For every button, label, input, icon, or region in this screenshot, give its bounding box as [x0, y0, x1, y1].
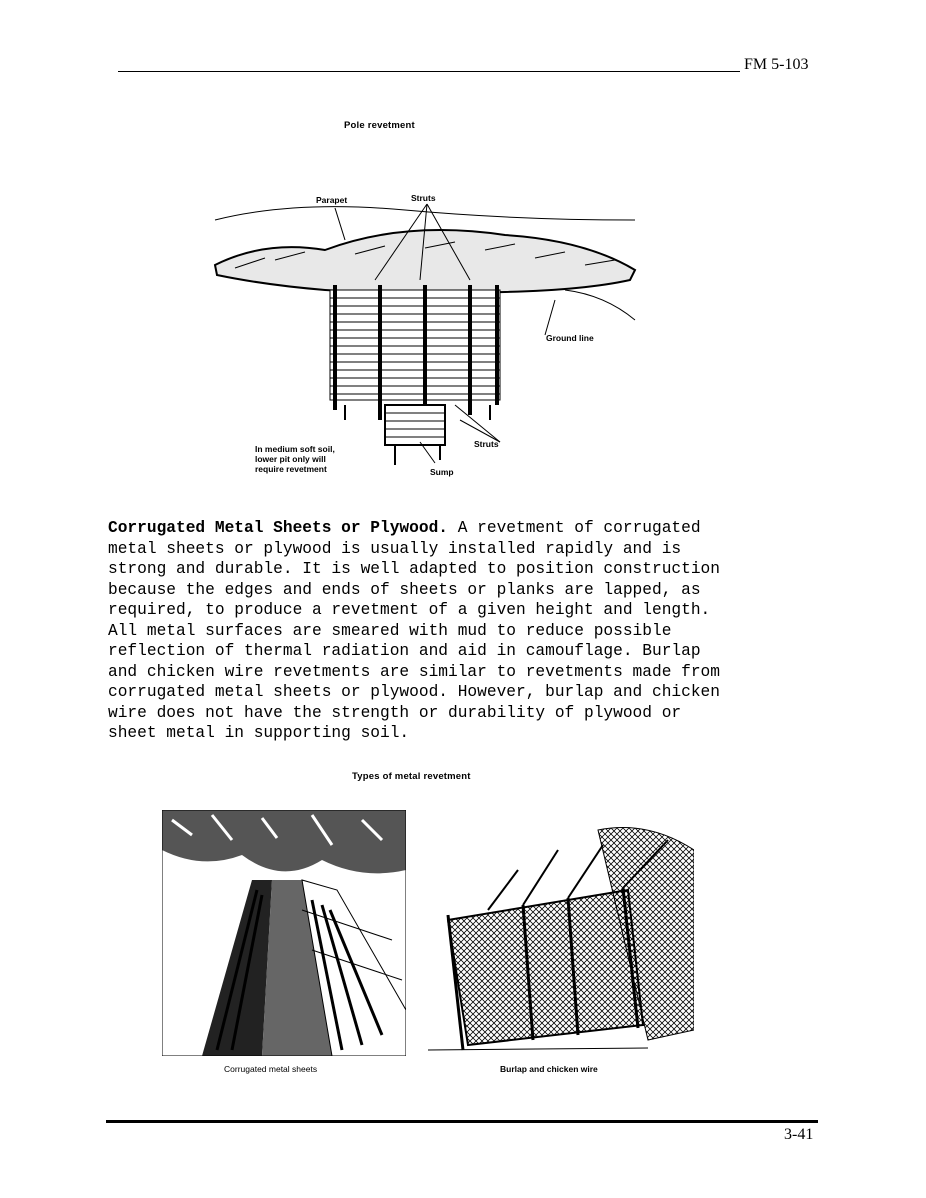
- caption-corrugated-metal-sheets: Corrugated metal sheets: [224, 1064, 318, 1074]
- caption-burlap-chicken-wire: Burlap and chicken wire: [500, 1064, 598, 1074]
- label-ground-line: Ground line: [546, 333, 594, 343]
- label-parapet: Parapet: [316, 195, 348, 205]
- label-struts-top: Struts: [411, 193, 436, 203]
- paragraph-text: A revetment of corrugated metal sheets or plywood is usually installed rapidly and is strong and durable. It is well adapted to position construction because the edges and ends of sheets or planks are lapped, as required, to produce a revetment of a given height and length. All metal surfaces are smeared with mud to reduce possible reflection of thermal radiation and aid in camouflage. Burlap and chicken wire revetments are similar to revetments made from corrugated metal sheets or plywood. However, burlap and chicken wire does not have the strength or durability of plywood or sheet metal in supporting soil.: [108, 519, 720, 742]
- note-line-2: lower pit only will: [255, 454, 326, 464]
- burlap-chicken-wire-photo: [428, 810, 694, 1056]
- header-rule: [118, 71, 740, 72]
- paragraph-heading: Corrugated Metal Sheets or Plywood.: [108, 519, 448, 537]
- figure-title-pole-revetment: Pole revetment: [344, 120, 415, 131]
- footer-rule: [106, 1120, 818, 1123]
- label-sump: Sump: [430, 467, 454, 477]
- corrugated-metal-sheets-photo: [162, 810, 406, 1056]
- figure-title-metal-revetment: Types of metal revetment: [352, 771, 471, 782]
- label-note: [255, 444, 335, 474]
- page-number: 3-41: [784, 1126, 814, 1143]
- note-line-3: require revetment: [255, 464, 327, 474]
- note-line-1: In medium soft soil,: [255, 444, 335, 454]
- label-struts-bottom: Struts: [474, 439, 499, 449]
- pole-revetment-illustration: [205, 180, 645, 480]
- document-id: FM 5-103: [744, 56, 809, 73]
- body-paragraph: [108, 518, 808, 744]
